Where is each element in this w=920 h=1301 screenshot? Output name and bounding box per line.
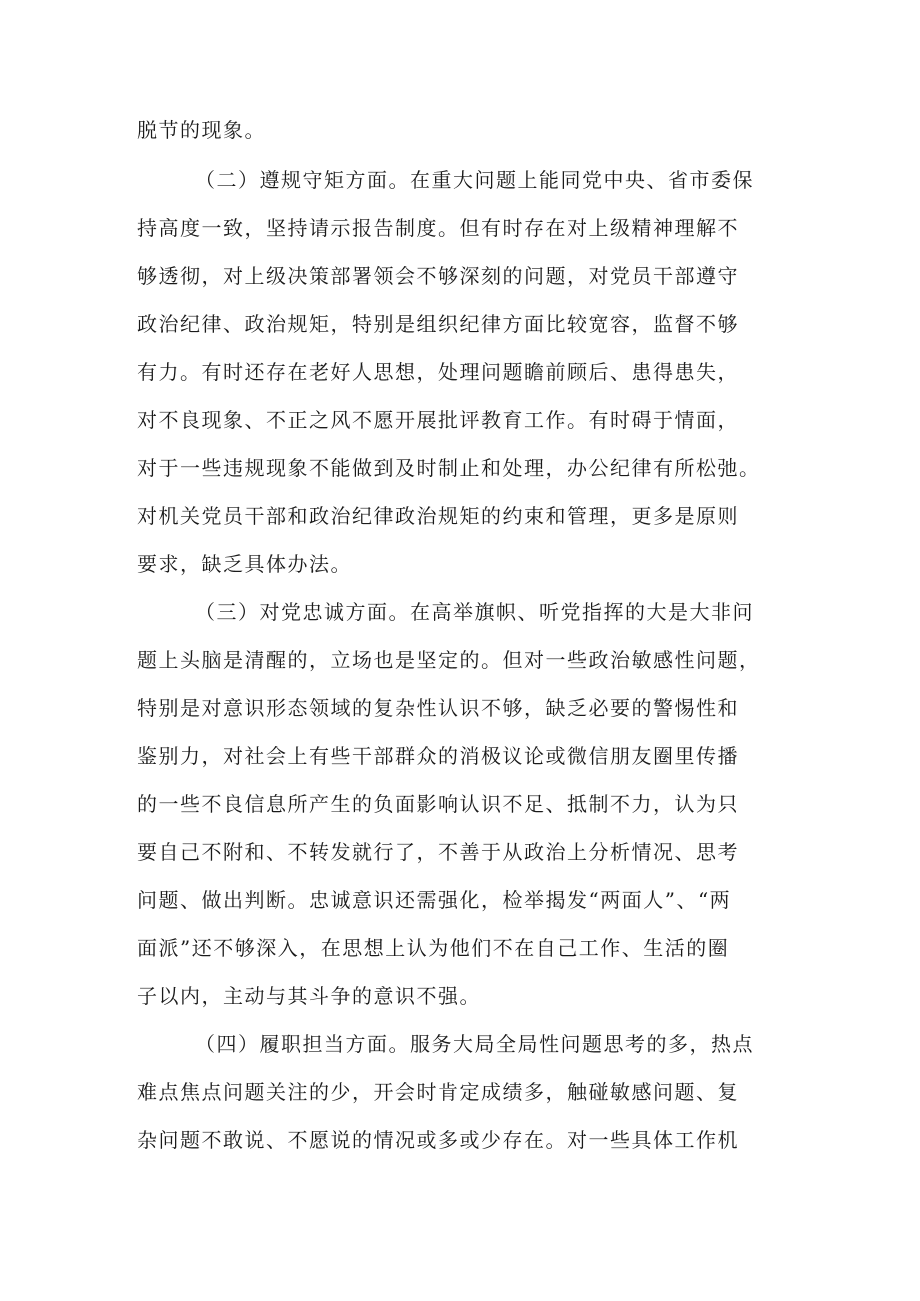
text-line: 要求，缺乏具体办法。 xyxy=(137,552,352,576)
section-3-heading-line: （三）对党忠诚方面。在高举旗帜、听党指挥的大是大非问 xyxy=(195,600,754,624)
text-line: 面派”还不够深入，在思想上认为他们不在自己工作、生活的圈 xyxy=(137,936,730,960)
text-line: 脱节的现象。 xyxy=(137,118,266,142)
text-line: 政治纪律、政治规矩，特别是组织纪律方面比较宽容，监督不够 xyxy=(137,312,739,336)
text-line: 持高度一致，坚持请示报告制度。但有时存在对上级精神理解不 xyxy=(137,216,739,240)
text-line: 子以内，主动与其斗争的意识不强。 xyxy=(137,984,481,1008)
text-line: 问题、做出判断。忠诚意识还需强化，检举揭发“两面人”、“两 xyxy=(137,888,732,912)
text-line: 题上头脑是清醒的，立场也是坚定的。但对一些政治敏感性问题， xyxy=(137,648,761,672)
text-line: 对不良现象、不正之风不愿开展批评教育工作。有时碍于情面， xyxy=(137,408,739,432)
text-line: 杂问题不敢说、不愿说的情况或多或少存在。对一些具体工作机 xyxy=(137,1128,739,1152)
section-4-heading-line: （四）履职担当方面。服务大局全局性问题思考的多，热点 xyxy=(195,1032,754,1056)
text-line: 有力。有时还存在老好人思想，处理问题瞻前顾后、患得患失， xyxy=(137,360,739,384)
text-line: 难点焦点问题关注的少，开会时肯定成绩多，触碰敏感问题、复 xyxy=(137,1080,739,1104)
text-line: 鉴别力，对社会上有些干部群众的消极议论或微信朋友圈里传播 xyxy=(137,744,739,768)
text-line: 对于一些违规现象不能做到及时制止和处理，办公纪律有所松弛。 xyxy=(137,456,761,480)
text-line: 够透彻，对上级决策部署领会不够深刻的问题，对党员干部遵守 xyxy=(137,264,739,288)
section-2-heading-line: （二）遵规守矩方面。在重大问题上能同党中央、省市委保 xyxy=(195,168,754,192)
text-line: 要自己不附和、不转发就行了，不善于从政治上分析情况、思考 xyxy=(137,840,739,864)
text-line: 特别是对意识形态领域的复杂性认识不够，缺乏必要的警惕性和 xyxy=(137,696,739,720)
text-line: 对机关党员干部和政治纪律政治规矩的约束和管理，更多是原则 xyxy=(137,504,739,528)
text-line: 的一些不良信息所产生的负面影响认识不足、抵制不力，认为只 xyxy=(137,792,739,816)
